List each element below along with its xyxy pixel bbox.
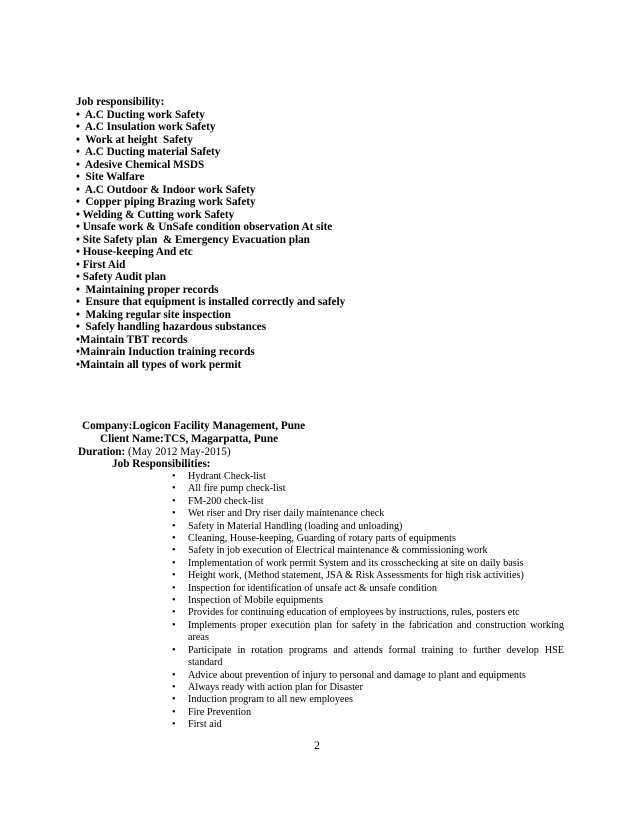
bullet-icon: • xyxy=(76,346,80,358)
bullet-icon: • xyxy=(172,520,176,532)
responsibility-list xyxy=(76,109,345,372)
client-line: Client Name:TCS, Magarpatta, Pune xyxy=(100,433,279,445)
list-item-text: Copper piping Brazing work Safety xyxy=(79,196,256,208)
list-item-text: Cleaning, House-keeping, Guarding of rotary parts of equipments xyxy=(188,533,456,545)
list-item-text: Inspection of Mobile equipments xyxy=(188,595,323,607)
list-item xyxy=(172,694,564,706)
list-item-text: Advice about prevention of injury to personal and damage to plant and equipments xyxy=(188,669,526,681)
bullet-icon: • xyxy=(76,246,80,258)
list-item-text: Implements proper execution plan for safety in the fabrication and construction working areas xyxy=(188,619,564,644)
list-item-text: Adesive Chemical MSDS xyxy=(79,158,205,171)
list-item-text: A.C Ducting work Safety xyxy=(79,108,205,121)
list-item-text: Hydrant Check-list xyxy=(188,471,266,482)
list-item-text: Making regular site inspection xyxy=(79,308,231,321)
bullet-icon: • xyxy=(172,471,176,482)
list-item xyxy=(172,607,564,619)
list-item-text: Implementation of work permit System and its crosschecking at site on daily basis xyxy=(188,557,524,569)
list-item-text: Safely handling hazardous substances xyxy=(79,321,267,333)
bullet-icon: • xyxy=(76,321,80,333)
list-item xyxy=(76,209,345,222)
bullet-icon: • xyxy=(172,706,176,718)
bullet-icon: • xyxy=(76,171,80,183)
list-item xyxy=(76,284,345,297)
list-item-text: Maintain TBT records xyxy=(79,333,188,346)
list-item xyxy=(76,134,345,147)
bullet-icon: • xyxy=(76,121,80,133)
list-item xyxy=(76,296,345,309)
bullet-icon: • xyxy=(172,595,176,607)
bullet-icon: • xyxy=(76,196,80,208)
bullet-icon: • xyxy=(76,158,80,171)
list-item xyxy=(172,719,564,731)
list-item xyxy=(172,707,564,719)
company-line: Company:Logicon Facility Management, Pune xyxy=(82,420,306,432)
job-responsibility-section xyxy=(76,96,345,371)
bullet-icon: • xyxy=(76,183,80,196)
list-item xyxy=(172,521,564,533)
list-item xyxy=(172,620,564,645)
list-item-text: Inspection for identification of unsafe act & unsafe condition xyxy=(188,582,437,594)
list-item-text: Site Walfare xyxy=(79,171,145,183)
list-item xyxy=(76,196,345,209)
bullet-icon: • xyxy=(76,308,80,321)
list-item-text: Mainrain Induction training records xyxy=(79,346,255,358)
list-item xyxy=(172,583,564,595)
bullet-icon: • xyxy=(172,669,176,681)
bullet-icon: • xyxy=(172,582,176,594)
list-item-text: A.C Outdoor & Indoor work Safety xyxy=(79,183,256,196)
list-item-text: Work at height Safety xyxy=(79,133,193,146)
bullet-icon: • xyxy=(172,607,176,619)
list-item-text: First aid xyxy=(188,719,222,731)
list-item-text: Unsafe work & UnSafe condition observation At site xyxy=(79,221,333,233)
bullet-icon: • xyxy=(76,283,80,296)
list-item-text: Height work, (Method statement, JSA & Risk Assessments for high risk activities) xyxy=(188,570,524,582)
bullet-icon: • xyxy=(76,221,80,233)
list-item xyxy=(76,259,345,272)
list-item xyxy=(76,159,345,172)
bullet-icon: • xyxy=(76,271,80,283)
list-item xyxy=(172,682,564,694)
list-item xyxy=(76,334,345,347)
list-item xyxy=(172,508,564,520)
list-item-text: Safety in job execution of Electrical maintenance & commissioning work xyxy=(188,545,488,557)
list-item xyxy=(76,121,345,134)
bullet-icon: • xyxy=(76,258,80,271)
bullet-icon: • xyxy=(76,358,80,371)
list-item xyxy=(172,483,564,495)
list-item-text: Site Safety plan & Emergency Evacuation plan xyxy=(79,233,310,246)
bullet-icon: • xyxy=(76,233,80,246)
bullet-icon: • xyxy=(172,644,176,656)
list-item xyxy=(172,645,564,670)
list-item-text: Maintain all types of work permit xyxy=(79,358,242,371)
job-responsibilities-section xyxy=(172,471,564,732)
list-item xyxy=(76,221,345,234)
bullet-icon: • xyxy=(172,681,176,693)
list-item-text: Safety in Material Handling (loading and unloading) xyxy=(188,520,403,532)
list-item xyxy=(172,595,564,607)
list-item-text: House-keeping And etc xyxy=(79,246,193,258)
bullet-icon: • xyxy=(172,508,176,520)
section-heading: Job responsibility: xyxy=(76,96,165,108)
list-item-text: Ensure that equipment is installed correctly and safely xyxy=(79,296,346,308)
list-item xyxy=(76,171,345,184)
bullet-icon: • xyxy=(76,133,80,146)
bullet-icon: • xyxy=(76,108,80,121)
list-item xyxy=(76,146,345,159)
list-item-text: First Aid xyxy=(79,258,126,271)
list-item xyxy=(76,234,345,247)
bullet-icon: • xyxy=(172,619,176,631)
list-item-text: A.C Insulation work Safety xyxy=(79,121,216,133)
list-item xyxy=(76,246,345,259)
list-item xyxy=(76,271,345,284)
bullet-icon: • xyxy=(172,545,176,557)
duration-label: Duration: xyxy=(78,446,126,458)
list-item xyxy=(172,496,564,508)
list-item-text: A.C Ducting material Safety xyxy=(79,146,221,158)
list-item-text: FM-200 check-list xyxy=(188,495,264,507)
bullet-icon: • xyxy=(76,296,80,308)
bullet-icon: • xyxy=(172,570,176,582)
list-item-text: Maintaining proper records xyxy=(79,283,219,296)
list-item-text: All fire pump check-list xyxy=(188,483,286,495)
list-item-text: Induction program to all new employees xyxy=(188,694,353,706)
list-item xyxy=(76,309,345,322)
list-item-text: Provides for continuing education of employees by instructions, rules, posters etc xyxy=(188,607,520,619)
job-responsibilities-list xyxy=(172,471,564,732)
bullet-icon: • xyxy=(172,533,176,545)
bullet-icon: • xyxy=(172,483,176,495)
list-item-text: Always ready with action plan for Disaster xyxy=(188,681,363,693)
list-item xyxy=(76,346,345,359)
bullet-icon: • xyxy=(76,146,80,158)
list-item-text: Participate in rotation programs and attends formal training to further develop HSE standard xyxy=(188,644,564,669)
list-item xyxy=(172,670,564,682)
list-item xyxy=(76,321,345,334)
list-item xyxy=(172,570,564,582)
duration-value: (May 2012 May-2015) xyxy=(125,446,231,458)
list-item-text: Welding & Cutting work Safety xyxy=(79,208,235,221)
list-item xyxy=(172,471,564,483)
list-item xyxy=(172,533,564,545)
bullet-icon: • xyxy=(172,495,176,507)
bullet-icon: • xyxy=(172,694,176,706)
list-item-text: Safety Audit plan xyxy=(79,271,167,283)
bullet-icon: • xyxy=(172,557,176,569)
bullet-icon: • xyxy=(172,719,176,731)
list-item-text: Fire Prevention xyxy=(188,706,252,718)
list-item xyxy=(76,109,345,122)
list-item xyxy=(172,558,564,570)
list-item xyxy=(76,359,345,372)
bullet-icon: • xyxy=(76,333,80,346)
list-item xyxy=(76,184,345,197)
job-responsibilities-heading: Job Responsibilities: xyxy=(112,458,211,470)
list-item-text: Wet riser and Dry riser daily maintenance check xyxy=(188,508,385,520)
page-number: 2 xyxy=(314,738,320,752)
bullet-icon: • xyxy=(76,208,80,221)
list-item xyxy=(172,545,564,557)
